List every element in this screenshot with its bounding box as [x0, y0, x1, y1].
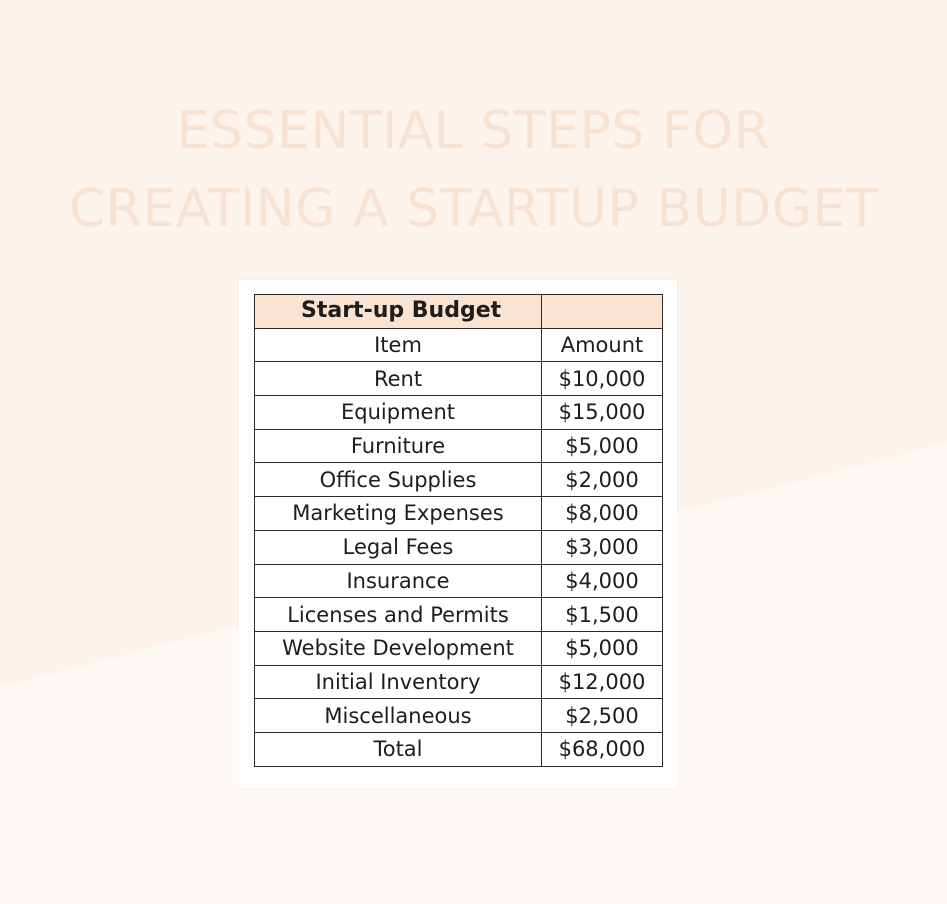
table-row	[255, 699, 663, 733]
table-row	[255, 362, 663, 396]
total-label[interactable]: Total	[255, 732, 542, 766]
amount-cell[interactable]: $5,000	[542, 429, 663, 463]
amount-cell[interactable]: $3,000	[542, 530, 663, 564]
table-title-value[interactable]	[542, 295, 663, 329]
amount-cell[interactable]: $10,000	[542, 362, 663, 396]
amount-cell[interactable]: $1,500	[542, 598, 663, 632]
table-title[interactable]: Start-up Budget	[255, 295, 542, 329]
amount-cell[interactable]: $2,500	[542, 699, 663, 733]
column-header-amount[interactable]: Amount	[542, 328, 663, 362]
amount-cell[interactable]: $8,000	[542, 497, 663, 531]
item-cell[interactable]: Equipment	[255, 396, 542, 430]
item-cell[interactable]: Website Development	[255, 631, 542, 665]
headline-line-2: CREATING A STARTUP BUDGET	[68, 179, 879, 239]
table-row	[255, 598, 663, 632]
item-cell[interactable]: Initial Inventory	[255, 665, 542, 699]
column-header-item[interactable]: Item	[255, 328, 542, 362]
item-cell[interactable]: Office Supplies	[255, 463, 542, 497]
table-header-row	[255, 328, 663, 362]
amount-cell[interactable]: $15,000	[542, 396, 663, 430]
item-cell[interactable]: Licenses and Permits	[255, 598, 542, 632]
amount-cell[interactable]: $5,000	[542, 631, 663, 665]
table-row	[255, 396, 663, 430]
table-row	[255, 530, 663, 564]
item-cell[interactable]: Furniture	[255, 429, 542, 463]
item-cell[interactable]: Marketing Expenses	[255, 497, 542, 531]
table-row	[255, 665, 663, 699]
table-title-row	[255, 295, 663, 329]
table-row	[255, 631, 663, 665]
page-headline	[0, 92, 947, 248]
table-row	[255, 463, 663, 497]
item-cell[interactable]: Insurance	[255, 564, 542, 598]
table-row	[255, 497, 663, 531]
item-cell[interactable]: Legal Fees	[255, 530, 542, 564]
total-row	[255, 732, 663, 766]
total-amount[interactable]: $68,000	[542, 732, 663, 766]
item-cell[interactable]: Miscellaneous	[255, 699, 542, 733]
item-cell[interactable]: Rent	[255, 362, 542, 396]
budget-table	[254, 294, 663, 767]
amount-cell[interactable]: $2,000	[542, 463, 663, 497]
amount-cell[interactable]: $12,000	[542, 665, 663, 699]
table-row	[255, 564, 663, 598]
amount-cell[interactable]: $4,000	[542, 564, 663, 598]
table-row	[255, 429, 663, 463]
headline-line-1: ESSENTIAL STEPS FOR	[176, 101, 771, 161]
